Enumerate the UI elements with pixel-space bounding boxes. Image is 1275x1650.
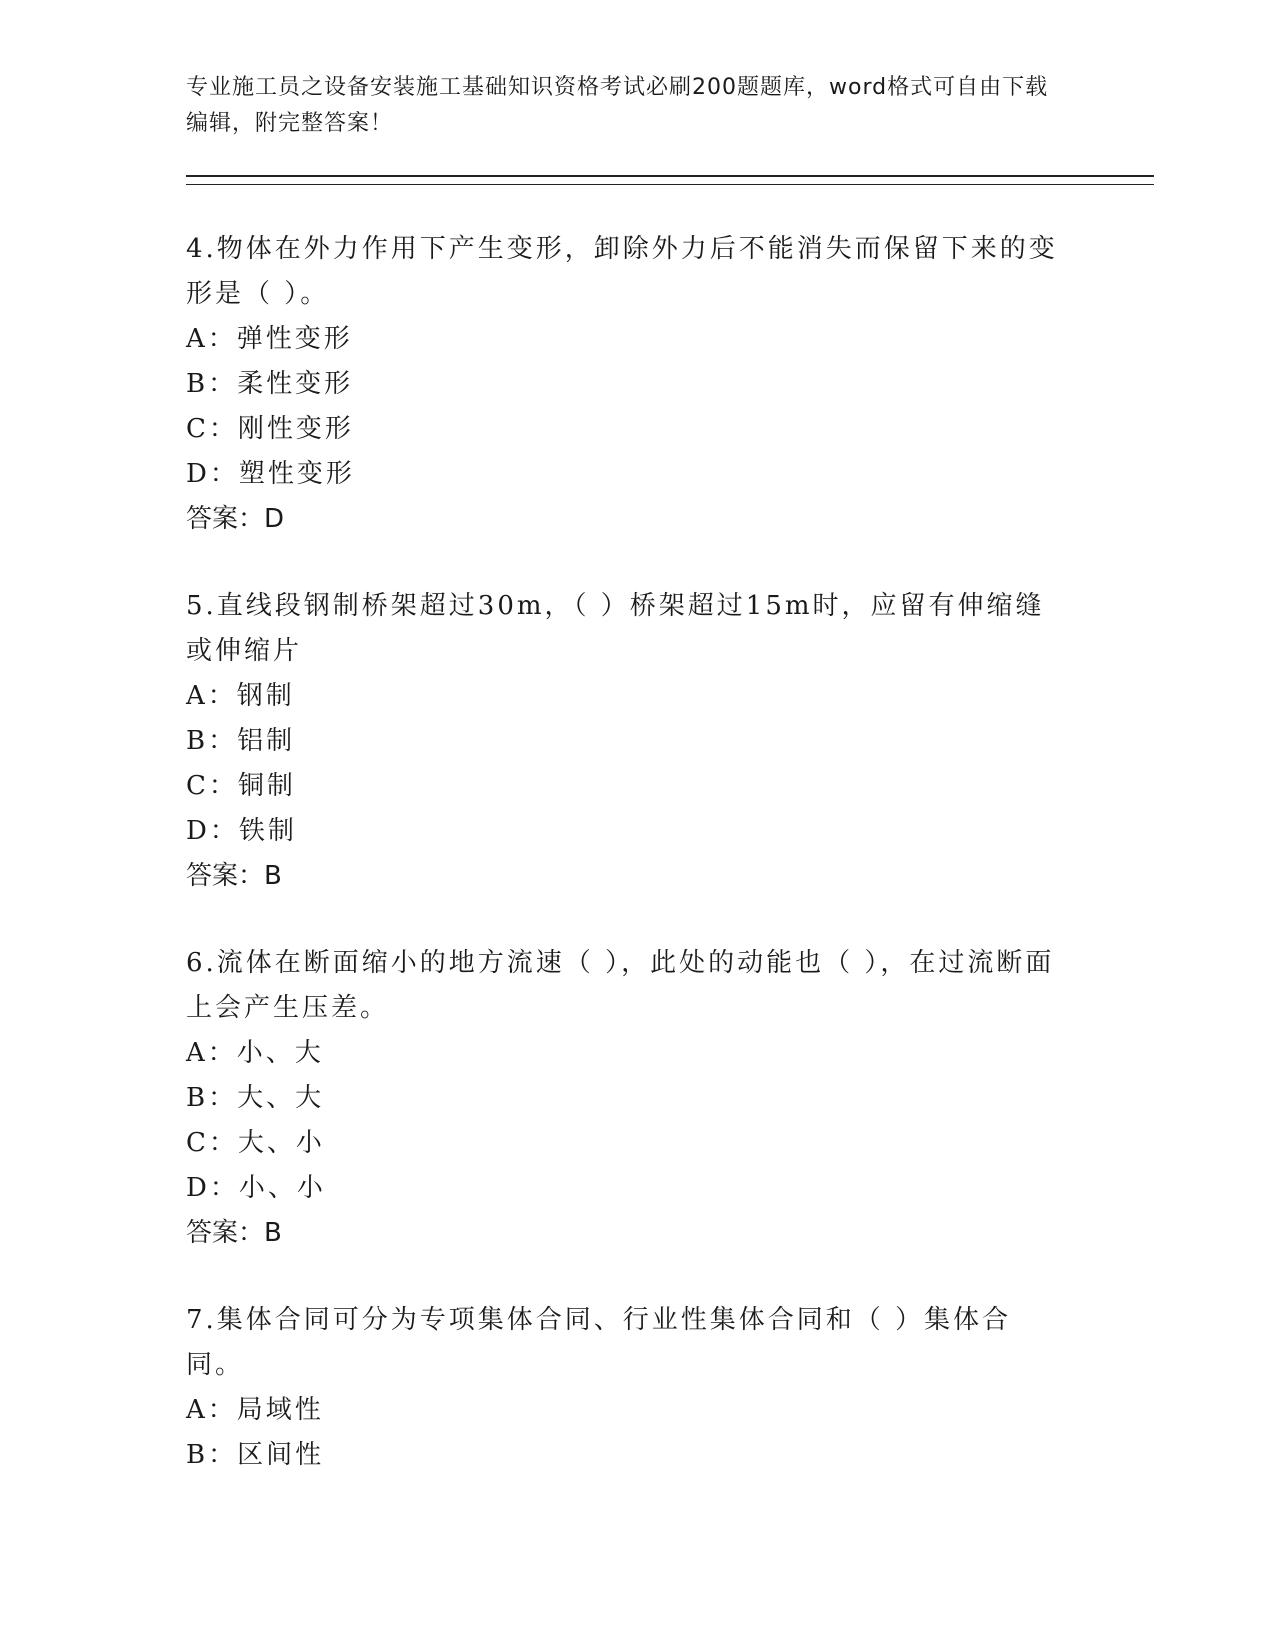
question-stem: 7.集体合同可分为专项集体合同、行业性集体合同和（ ）集体合同。 xyxy=(186,1305,1012,1380)
option-b: B：铝制 xyxy=(186,726,296,756)
question-stem: 4.物体在外力作用下产生变形，卸除外力后不能消失而保留下来的变形是（ ）。 xyxy=(186,234,1058,309)
option-b: B：大、大 xyxy=(186,1083,325,1113)
question-5 xyxy=(186,584,1096,899)
option-b: B：区间性 xyxy=(186,1440,325,1470)
question-list xyxy=(186,227,1096,1520)
option-c: C：铜制 xyxy=(186,771,296,801)
option-a: A：弹性变形 xyxy=(186,324,353,354)
option-a: A：小、大 xyxy=(186,1038,324,1068)
question-4 xyxy=(186,227,1096,542)
option-c: C：刚性变形 xyxy=(186,414,354,444)
question-7 xyxy=(186,1298,1096,1478)
option-a: A：局域性 xyxy=(186,1395,324,1425)
document-title: 专业施工员之设备安装施工基础知识资格考试必刷200题题库，word格式可自由下载编辑，附完整答案！ xyxy=(186,75,1049,136)
option-b: B：柔性变形 xyxy=(186,369,354,399)
answer: 答案：B xyxy=(186,861,282,891)
question-6 xyxy=(186,941,1096,1256)
option-d: D：小、小 xyxy=(186,1173,326,1203)
question-stem: 5.直线段钢制桥架超过30m，（ ）桥架超过15m时，应留有伸缩缝或伸缩片 xyxy=(186,591,1045,666)
answer: 答案：B xyxy=(186,1218,282,1248)
header-divider xyxy=(186,175,1154,185)
option-d: D：铁制 xyxy=(186,816,297,846)
option-a: A：钢制 xyxy=(186,681,295,711)
document-page xyxy=(186,70,1096,1470)
option-d: D：塑性变形 xyxy=(186,459,355,489)
answer: 答案：D xyxy=(186,504,285,534)
option-c: C：大、小 xyxy=(186,1128,325,1158)
question-stem: 6.流体在断面缩小的地方流速（ ），此处的动能也（ ），在过流断面上会产生压差。 xyxy=(186,948,1055,1023)
